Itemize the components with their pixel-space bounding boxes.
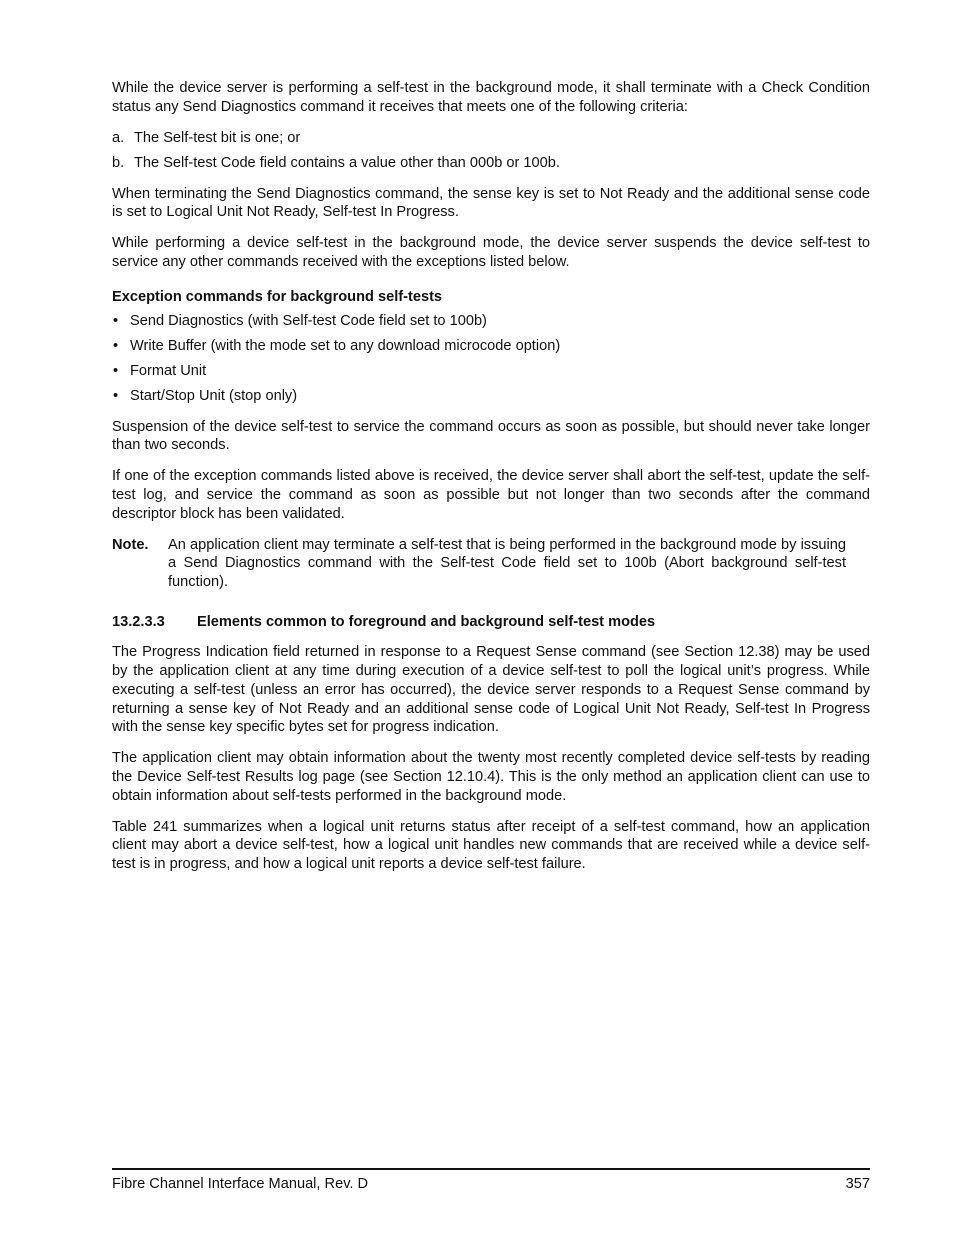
criteria-label: b.: [112, 154, 125, 171]
bullet-icon: •: [113, 362, 119, 379]
exception-item: [112, 387, 870, 406]
paragraph-progress-indication: The Progress Indication field returned in response to a Request Sense command (see Section 12.38) may be used by the application client at any time during execution of a device self-test to poll the logical unit’s progress. While executing a self-test (unless an error has occurred), the device server responds to a Request Sense command by returning a sense key of Not Ready and an additional sense code of Logical Unit Not Ready, Self-test In Progress with the sense key specific bytes set for progress indication.: [112, 644, 870, 736]
exceptions-heading: Exception commands for background self-tests: [112, 288, 443, 305]
exception-item: [112, 362, 870, 381]
bullet-icon: •: [113, 312, 119, 329]
criteria-item: [112, 129, 870, 148]
section-title: Elements common to foreground and background self-test modes: [197, 613, 656, 630]
exception-item: [112, 337, 870, 356]
exception-text: Start/Stop Unit (stop only): [130, 387, 298, 404]
section-heading: [112, 613, 870, 632]
paragraph-table-summary: Table 241 summarizes when a logical unit returns status after receipt of a self-test command, how an application client may abort a device self-test, how a logical unit handles new commands that are received while a device self-test is in progress, and how a logical unit reports a device self-test failure.: [112, 818, 870, 873]
bullet-icon: •: [113, 337, 119, 354]
exception-item: [112, 312, 870, 331]
criteria-text: The Self-test bit is one; or: [134, 129, 301, 146]
footer-divider: [112, 1168, 870, 1170]
paragraph-suspension-timing: Suspension of the device self-test to service the command occurs as soon as possible, but should never take longer than two seconds.: [112, 418, 870, 454]
page-number: 357: [845, 1176, 870, 1192]
page-footer: [112, 1176, 870, 1192]
paragraph-background-terminate: While the device server is performing a self-test in the background mode, it shall terminate with a Check Condition status any Send Diagnostics command it receives that meets one of the following criteria:: [112, 80, 870, 115]
exception-text: Format Unit: [130, 362, 207, 379]
note-label: Note.: [112, 536, 149, 553]
footer-title: Fibre Channel Interface Manual, Rev. D: [112, 1176, 369, 1192]
criteria-label: a.: [112, 129, 125, 146]
paragraph-sense-key: When terminating the Send Diagnostics command, the sense key is set to Not Ready and the additional sense code is set to Logical Unit Not Ready, Self-test In Progress.: [112, 185, 870, 221]
exception-text: Send Diagnostics (with Self-test Code field set to 100b): [130, 312, 487, 329]
paragraph-suspends: While performing a device self-test in the background mode, the device server suspends the device self-test to service any other commands received with the exceptions listed below.: [112, 235, 870, 271]
criteria-text: The Self-test Code field contains a value other than 000b or 100b.: [134, 154, 560, 171]
bullet-icon: •: [113, 387, 119, 404]
paragraph-results-log: The application client may obtain information about the twenty most recently completed device self-tests by reading the Device Self-test Results log page (see Section 12.10.4). This is the only method an application client can use to obtain information about self-tests performed in the background mode.: [112, 750, 870, 804]
criteria-item: [112, 154, 870, 173]
paragraph-abort-self-test: If one of the exception commands listed above is received, the device server shall abort the self-test, update the self-test log, and service the command as soon as possible but not longer than two seconds after the command descriptor block has been validated.: [112, 468, 870, 522]
note-block: [112, 536, 870, 592]
note-text: An application client may terminate a self-test that is being performed in the background mode by issuing a Send Diagnostics command with the Self-test Code field set to 100b (Abort background self-test function).: [168, 536, 846, 591]
page-body: [112, 79, 870, 886]
section-number: 13.2.3.3: [112, 613, 165, 630]
exception-text: Write Buffer (with the mode set to any download microcode option): [130, 337, 561, 354]
